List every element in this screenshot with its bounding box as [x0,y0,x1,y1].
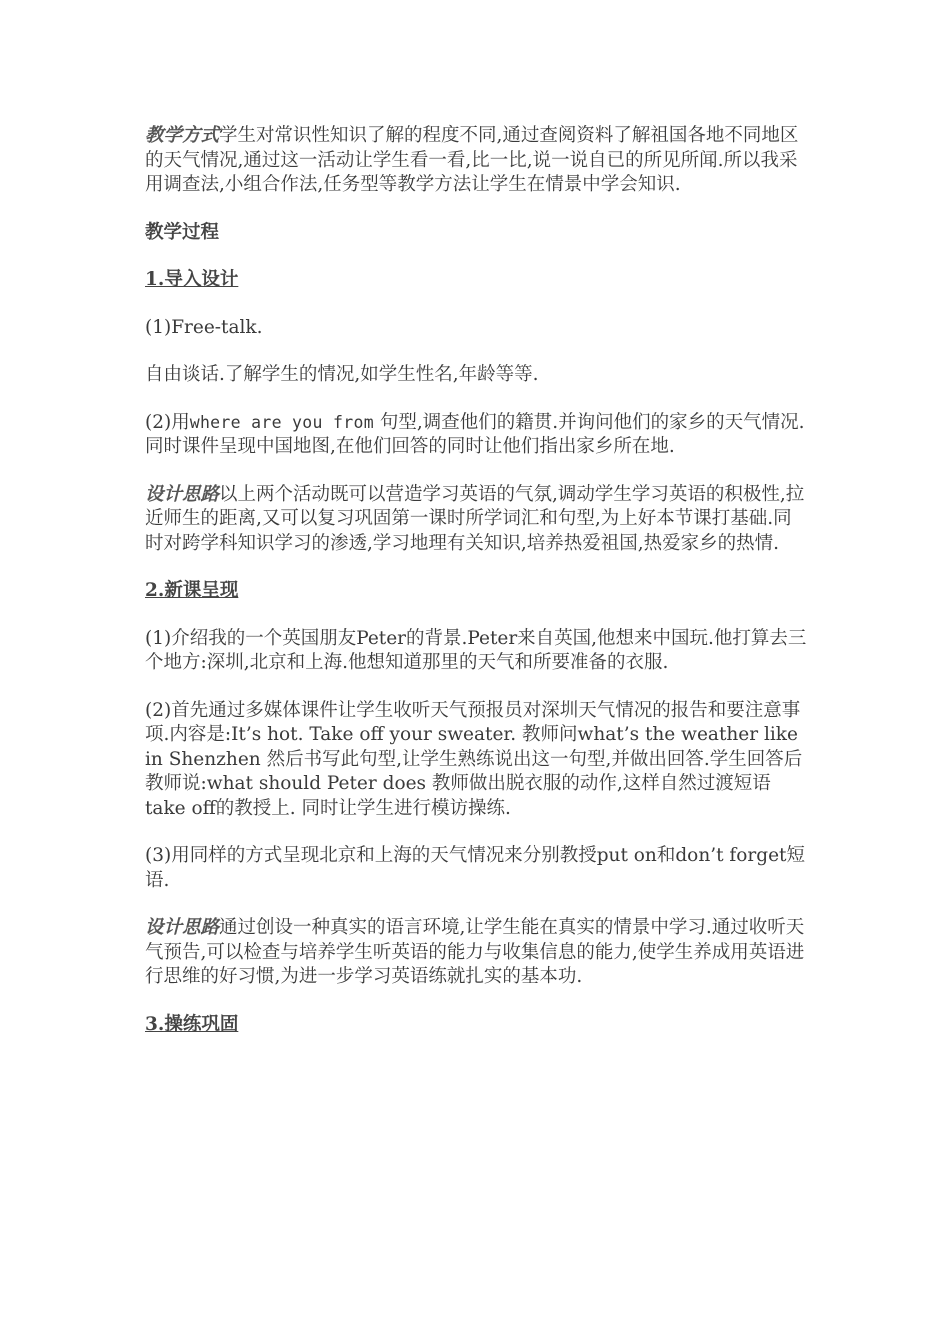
section1-free-talk-desc: 自由谈话.了解学生的情况,如学生性名,年龄等等. [145,364,539,385]
section2-phrases-paragraph: (3)用同样的方式呈现北京和上海的天气情况来分别教授put on和don’t forget短语. [145,845,805,891]
teaching-method-paragraph [145,124,810,198]
section1-design-text: 以上两个活动既可以营造学习英语的气氛,调动学生学习英语的积极性,拉近师生的距离,又可以复习巩固第一课时所学词汇和句型,为上好本节课打基础.同时对跨学科知识学习的渗透,学习地理有关知识,培养热爱祖国,热爱家乡的热情. [145,483,805,554]
section2-design-label: 设计思路 [145,917,220,938]
section1-free-talk: (1)Free-talk. [145,316,263,338]
teaching-method-label: 教学方式 [145,125,220,146]
document-page [145,124,810,1060]
section1-hometown-paragraph [145,411,810,460]
section1-design-paragraph [145,483,810,557]
section1-hometown-phrase: where are you from [189,412,374,432]
section2-heading: 2.新课呈现 [145,580,239,601]
section3-heading: 3.操练巩固 [145,1013,239,1035]
process-heading: 教学过程 [145,221,220,243]
teaching-method-text: 学生对常识性知识了解的程度不同,通过查阅资料了解祖国各地不同地区的天气情况,通过这一活动让学生看一看,比一比,说一说自已的所见所闻.所以我采用调查法,小组合作法,任务型等教学方法让学生在情景中学会知识. [145,125,799,195]
section1-hometown-text: 句型,调查他们的籍贯.并询问他们的家乡的天气情况.同时课件呈现中国地图,在他们回答的同时让他们指出家乡所在地. [145,411,805,457]
section2-peter-paragraph: (1)介绍我的一个英国朋友Peter的背景.Peter来自英国,他想来中国玩.他打算去三个地方:深圳,北京和上海.他想知道那里的天气和所要准备的衣服. [145,627,807,673]
section2-design-text: 通过创设一种真实的语言环境,让学生能在真实的情景中学习.通过收听天气预告,可以检查与培养学生听英语的能力与收集信息的能力,使学生养成用英语进行思维的好习惯,为进一步学习英语练就扎实的基本功. [145,917,805,987]
section2-weather-paragraph: (2)首先通过多媒体课件让学生收听天气预报员对深圳天气情况的报告和要注意事项.内容是:It’s hot. Take off your sweater. 教师问what’s the weather like in Shenzhen 然后书写此句型,让学生熟练说出这一句型,并做出回答.学生回答后教师说:what should Peter does 教师做出脱衣服的动作,这样自然过渡短语take off的教授上. 同时让学生进行模访操练. [145,699,803,819]
section1-heading: 1.导入设计 [145,269,239,290]
section1-hometown-lead: (2)用 [145,411,190,433]
section1-design-label: 设计思路 [145,483,220,505]
section2-design-paragraph [145,916,810,990]
